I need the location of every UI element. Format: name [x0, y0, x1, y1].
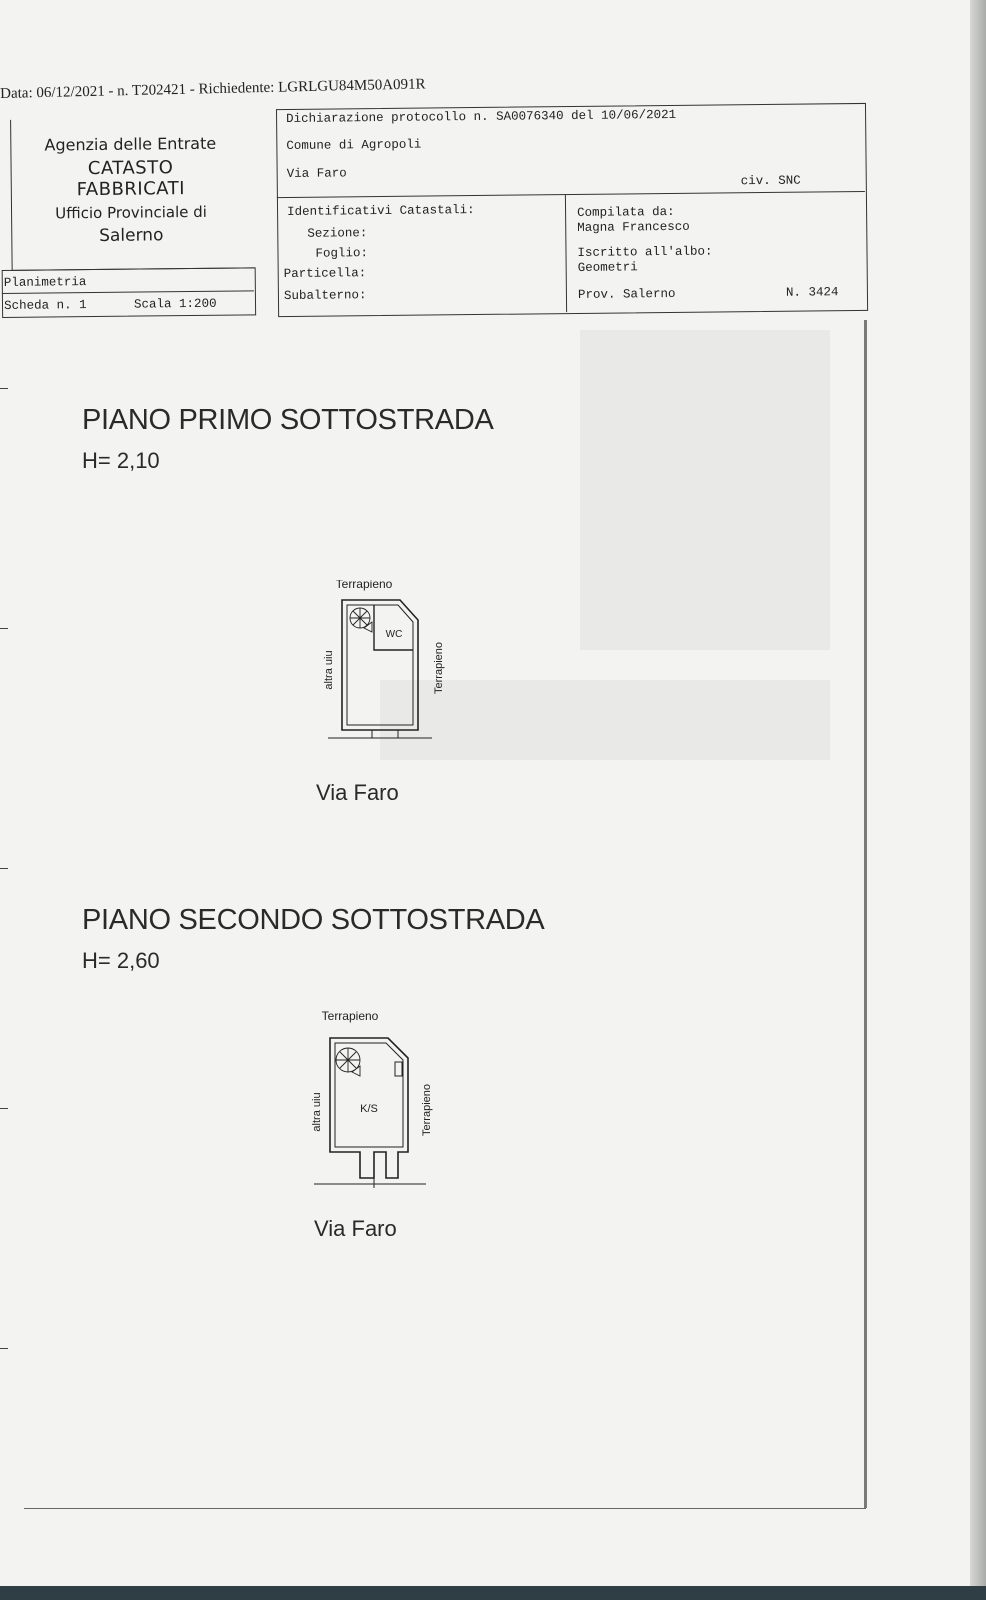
- scala-label: Scala 1:200: [133, 296, 217, 312]
- plan-left-label: altra uiu: [323, 650, 335, 690]
- floor-height: H= 2,10: [82, 448, 160, 473]
- street-label: Via Faro: [316, 780, 399, 805]
- foglio-label: Foglio:: [315, 246, 369, 261]
- prov-label: Prov. Salerno: [577, 286, 676, 302]
- cadastral-header: [0, 103, 882, 334]
- floor-plan-secondo: [290, 1010, 450, 1200]
- right-frame-line: [864, 320, 867, 1508]
- room-label: K/S: [360, 1103, 378, 1115]
- compilata-label: Compilata da:: [577, 204, 675, 220]
- via-text: Via Faro: [286, 166, 347, 182]
- floor-height: H= 2,60: [82, 948, 160, 973]
- protocol-text: Dichiarazione protocollo n. SA0076340 del 10/06/2021: [286, 107, 677, 127]
- compilatore-name: Magna Francesco: [577, 219, 690, 235]
- albo-name: Geometri: [577, 260, 638, 275]
- floor-title: PIANO PRIMO SOTTOSTRADA: [82, 404, 494, 436]
- numero-label: N. 3424: [785, 285, 839, 300]
- room-label: WC: [385, 629, 403, 640]
- catasto-title: CATASTO FABBRICATI: [76, 157, 186, 201]
- plan-right-label: Terrapieno: [421, 1084, 433, 1136]
- street-label: Via Faro: [314, 1216, 397, 1241]
- floor-title: PIANO SECONDO SOTTOSTRADA: [82, 904, 545, 936]
- edge-tick: [0, 388, 8, 389]
- agency-block: [30, 134, 231, 247]
- floor-plan-primo: [300, 580, 460, 760]
- identificativi-title: Identificativi Catastali:: [286, 203, 475, 219]
- office-city: Salerno: [99, 225, 164, 246]
- scan-bottom-edge: [0, 1586, 986, 1600]
- subalterno-label: Subalterno:: [283, 288, 367, 304]
- comune-text: Comune di Agropoli: [286, 137, 422, 154]
- spiral-stair-icon: [350, 608, 372, 632]
- particella-label: Particella:: [283, 266, 367, 282]
- plan-right-label: Terrapieno: [433, 642, 445, 694]
- bottom-frame-line: [24, 1508, 866, 1509]
- sezione-label: Sezione:: [307, 226, 368, 241]
- bleed-through-area: [580, 330, 830, 650]
- plan-walls: [328, 600, 432, 738]
- edge-tick: [0, 628, 8, 629]
- spiral-stair-icon: [336, 1048, 360, 1076]
- edge-tick: [0, 1348, 8, 1349]
- plan-left-label: altra uiu: [311, 1092, 323, 1132]
- scan-right-edge: [970, 0, 986, 1586]
- civico-text: civ. SNC: [740, 173, 801, 189]
- iscritto-label: Iscritto all'albo:: [577, 244, 713, 260]
- edge-tick: [0, 868, 8, 869]
- edge-tick: [0, 1108, 8, 1109]
- scheda-label: Scheda n. 1: [3, 298, 87, 313]
- plan-top-label: Terrapieno: [321, 1010, 379, 1023]
- planimetria-label: Planimetria: [3, 275, 87, 290]
- agency-name: Agenzia delle Entrate: [44, 133, 217, 155]
- plan-top-label: Terrapieno: [335, 580, 393, 591]
- office-label: Ufficio Provinciale di: [55, 202, 207, 223]
- print-info-line: Data: 06/12/2021 - n. T202421 - Richiedente: LGRLGU84M50A091R: [0, 76, 426, 102]
